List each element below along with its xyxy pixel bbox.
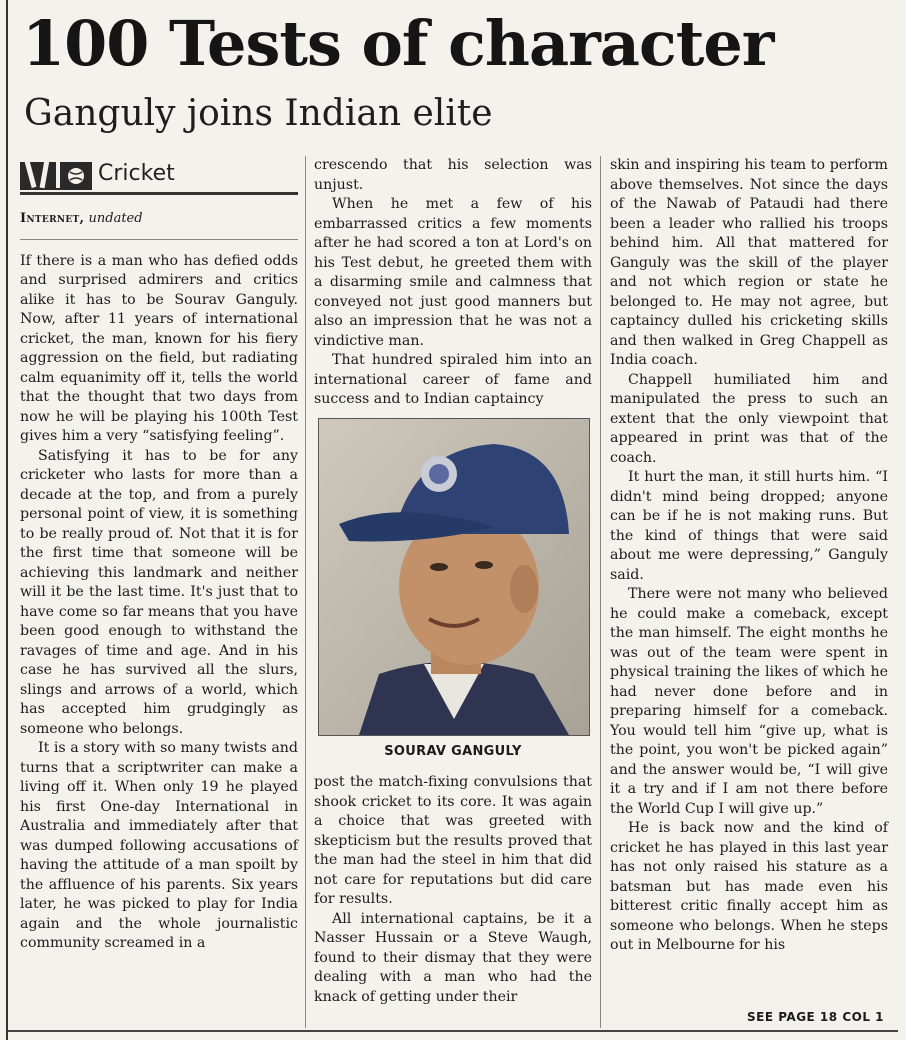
- paragraph: If there is a man who has defied odds and surprised admirers and critics alike it has to be Sourav Ganguly. Now, after 11 years of international cricket, the man, known for his fiery aggression on the field, but radiating calm equanimity off it, tells the world that the thought that two days from now he will be playing his 100th Test gives him a very “satisfying feeling”.: [20, 252, 298, 444]
- article-column-3: [610, 156, 888, 956]
- paragraph: Chappell humiliated him and manipulated the press to such an extent that the only viewpoint that appeared in print was that of the coach.: [610, 371, 888, 466]
- paragraph: He is back now and the kind of cricket he has played in this last year has not only raised his stature as a batsman but has made even his bitterest critic finally accept him as someone who belongs. When he steps out in Melbourne for his: [610, 820, 888, 953]
- portrait-photo: [318, 418, 590, 736]
- paragraph: crescendo that his selection was unjust.: [314, 157, 592, 193]
- column-divider: [305, 156, 306, 1028]
- paragraph: There were not many who believed he could make a comeback, except the man himself. The eight months he was out of the team were spent in physical training the likes of which he had never done before and in preparing himself for a comeback. You would tell him “give up, what is the point, you won't be picked again” and the answer would be, “I will give it a try and if I am not there before the World Cup I will give up.”: [610, 586, 888, 817]
- paragraph: All international captains, be it a Nasser Hussain or a Steve Waugh, found to their dismay that they were dealing with a man who had the knack of getting under their: [314, 910, 592, 1005]
- paragraph: It is a story with so many twists and turns that a scriptwriter can make a living off it. When only 19 he played his first One-day International in Australia and immediately after that was dumped following accusations of having the attitude of a man spoilt by the affluence of his parents. Six years later, he was picked to play for India again and the whole journalistic community screamed in a: [20, 740, 298, 951]
- cricket-bat-ball-icon: [20, 158, 92, 190]
- article-column-2: [314, 156, 592, 1007]
- dateline-place: Internet,: [20, 211, 85, 226]
- bottom-rule: [8, 1030, 898, 1032]
- dateline: [20, 209, 298, 240]
- headline: 100 Tests of character: [22, 7, 774, 80]
- photo-caption: SOURAV GANGULY: [384, 743, 522, 759]
- paragraph: skin and inspiring his team to perform above themselves. Not since the days of the Nawab of Pataudi had there been a leader who rallied his troops behind him. All that mattered for Ganguly was the skill of the player and not which region or state he belonged to. He may not agree, but captaincy dulled his cricketing skills and then walked in Greg Chappell as India coach.: [610, 157, 888, 368]
- subheadline: Ganguly joins Indian elite: [24, 93, 493, 134]
- dateline-date: undated: [88, 211, 143, 226]
- paragraph: That hundred spiraled him into an international career of fame and success and to Indian captaincy: [314, 352, 592, 407]
- paragraph: When he met a few of his embarrassed critics a few moments after he had scored a ton at Lord's on his Test debut, he greeted them with a disarming smile and calmness that conveyed not just good manners but also an impression that he was not a vindictive man.: [314, 196, 592, 349]
- paragraph: post the match-fixing convulsions that shook cricket to its core. It was again a choice that was greeted with skepticism but the results proved that the man had the steel in him that did not care for reputations but did care for results.: [314, 774, 592, 907]
- article-column-1: [20, 156, 298, 954]
- continued-on-page-line: SEE PAGE 18 COL 1: [747, 1010, 884, 1024]
- section-kicker: [20, 156, 298, 195]
- section-label: Cricket: [98, 161, 175, 187]
- left-border-rule: [6, 0, 8, 1040]
- paragraph: It hurt the man, it still hurts him. “I didn't mind being dropped; anyone can be if he is not making runs. But the kind of things that were said about me were depressing,” Ganguly said.: [610, 469, 888, 583]
- paragraph: Satisfying it has to be for any cricketer who lasts for more than a decade at the top, and from a purely personal point of view, it is something to be really proud of. Not that it is for the first time that someone will be achieving this landmark and neither will it be the last time. It's just that to have come so far means that you have been good enough to withstand the ravages of time and age. And in his case he has survived all the slurs, slings and arrows of a world, which has accepted him grudgingly as someone who belongs.: [20, 447, 298, 737]
- column-divider: [600, 156, 601, 1028]
